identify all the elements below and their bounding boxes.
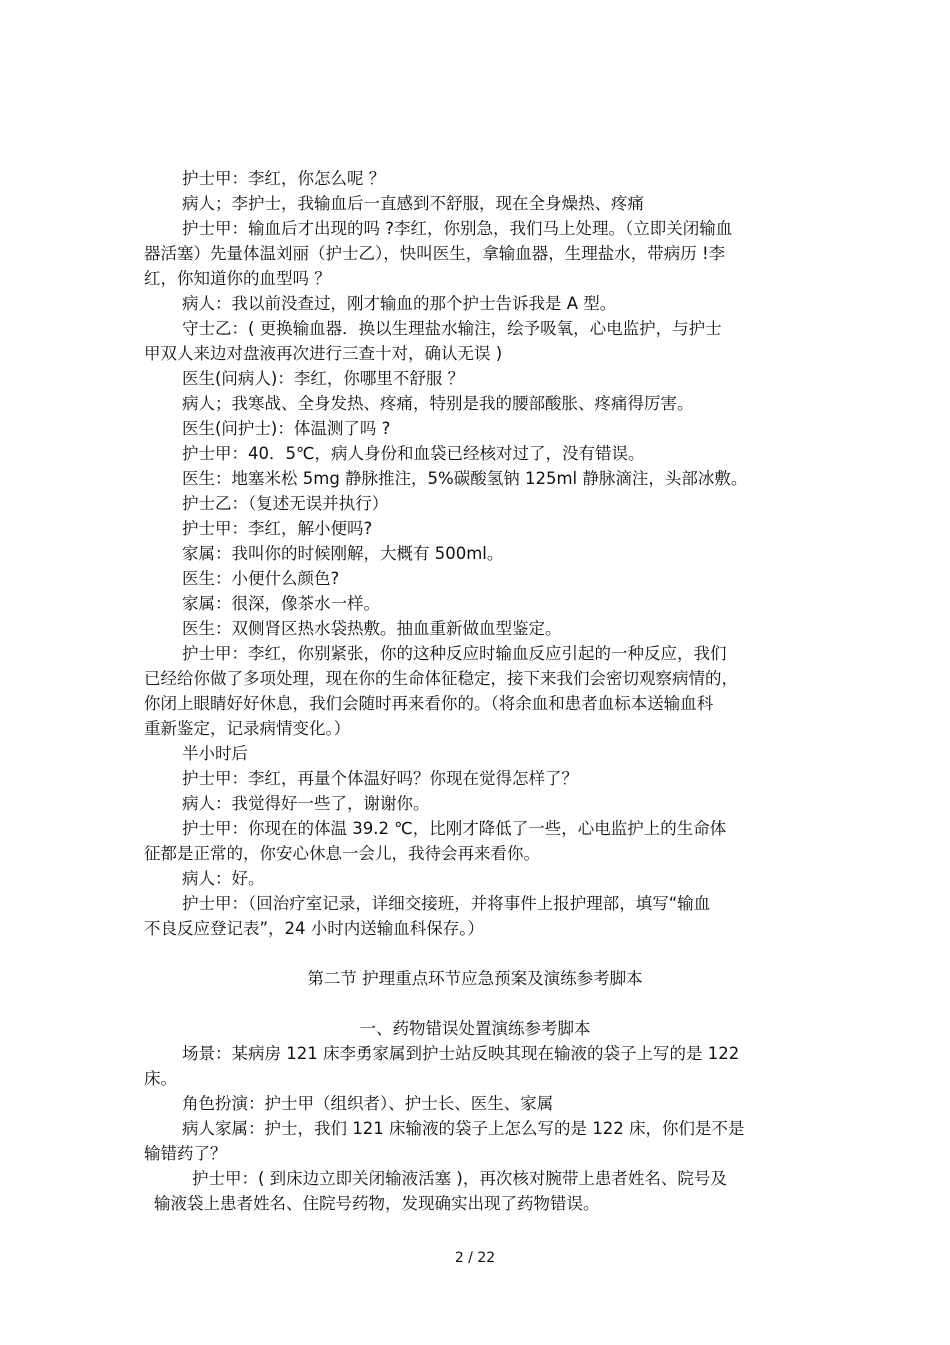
text-line: 守士乙：( 更换输血器．换以生理盐水输注，绘予吸氧，心电监护，与护士: [182, 319, 722, 338]
text-line: 征都是正常的，你安心休息一会儿，我待会再来看你。: [144, 844, 540, 863]
subsection-heading: 一、药物错误处置演练参考脚本: [359, 1019, 591, 1038]
text-line: 输液袋上患者姓名、住院号药物，发现确实出现了药物错误。: [154, 1194, 600, 1213]
text-line: 病人：我以前没查过，刚才输血的那个护士告诉我是 A 型。: [182, 294, 617, 313]
text-line: 输错药了？: [144, 1144, 227, 1163]
text-line: 床。: [144, 1069, 177, 1088]
text-line: 甲双人来边对盘液再次进行三查十对，确认无误 ): [144, 344, 503, 363]
page-number: 2 / 22: [454, 1250, 496, 1266]
text-line: 家属：我叫你的时候刚解，大概有 500ml。: [182, 544, 504, 563]
text-line: 医生：双侧肾区热水袋热敷。抽血重新做血型鉴定。: [182, 619, 562, 638]
text-line: 医生：小便什么颜色?: [182, 569, 340, 588]
text-line: 护士甲：输血后才出现的吗 ?李红，你别急，我们马上处理。（立即关闭输血: [182, 219, 733, 238]
text-line: 护士甲：( 到床边立即关闭输液活塞 )，再次核对腕带上患者姓名、院号及: [192, 1169, 727, 1188]
text-line: 护士甲：李红，你别紧张，你的这种反应时输血反应引起的一种反应，我们: [182, 644, 727, 663]
text-line: 重新鉴定，记录病情变化。）: [144, 719, 351, 738]
text-line: 红，你知道你的血型吗 ？: [144, 269, 331, 288]
text-line: 角色扮演：护士甲（组织者）、护士长、医生、家属: [182, 1094, 554, 1113]
text-line: 护士甲：40．5℃，病人身份和血袋已经核对过了，没有错误。: [182, 444, 645, 463]
text-line: 病人：我觉得好一些了，谢谢你。: [182, 794, 430, 813]
text-line: 病人；我寒战、全身发热、疼痛，特别是我的腰部酸胀、疼痛得厉害。: [182, 394, 694, 413]
text-line: 医生：地塞米松 5mg 静脉推注，5%碳酸氢钠 125ml 静脉滴注，头部冰敷。: [182, 469, 748, 488]
section-heading: 第二节 护理重点环节应急预案及演练参考脚本: [307, 969, 643, 988]
text-line: 不良反应登记表”，24 小时内送输血科保存。）: [144, 919, 485, 938]
text-line: 医生(问护士)：体温测了吗 ?: [182, 419, 391, 438]
text-line: 病人家属：护士，我们 121 床输液的袋子上怎么写的是 122 床，你们是不是: [182, 1119, 745, 1138]
text-line: 护士甲：李红，你怎么呢 ？: [182, 169, 386, 188]
text-line: 护士甲：（回治疗室记录，详细交接班，并将事件上报护理部，填写“输血: [182, 894, 711, 913]
text-line: 半小时后: [182, 744, 248, 763]
text-line: 家属：很深，像茶水一样。: [182, 594, 380, 613]
text-line: 护士甲：你现在的体温 39.2 ℃，比刚才降低了一些，心电监护上的生命体: [182, 819, 727, 838]
text-line: 病人：好。: [182, 869, 265, 888]
text-line: 器活塞）先量体温刘丽（护士乙），快叫医生，拿输血器，生理盐水，带病历 !李: [144, 244, 726, 263]
text-line: 病人；李护士，我输血后一直感到不舒服，现在全身燥热、疼痛: [182, 194, 644, 213]
text-line: 你闭上眼睛好好休息，我们会随时再来看你的。（将余血和患者血标本送输血科: [144, 694, 714, 713]
text-line: 场景：某病房 121 床李勇家属到护士站反映其现在输液的袋子上写的是 122: [182, 1044, 740, 1063]
text-line: 护士乙：（复述无误并执行）: [182, 494, 389, 513]
text-line: 医生(问病人)：李红，你哪里不舒服 ？: [182, 369, 465, 388]
text-line: 护士甲：李红，再量个体温好吗？你现在觉得怎样了？: [182, 769, 578, 788]
text-line: 已经给你做了多项处理，现在你的生命体征稳定，接下来我们会密切观察病情的，: [144, 669, 738, 688]
text-line: 护士甲：李红，解小便吗?: [182, 519, 373, 538]
